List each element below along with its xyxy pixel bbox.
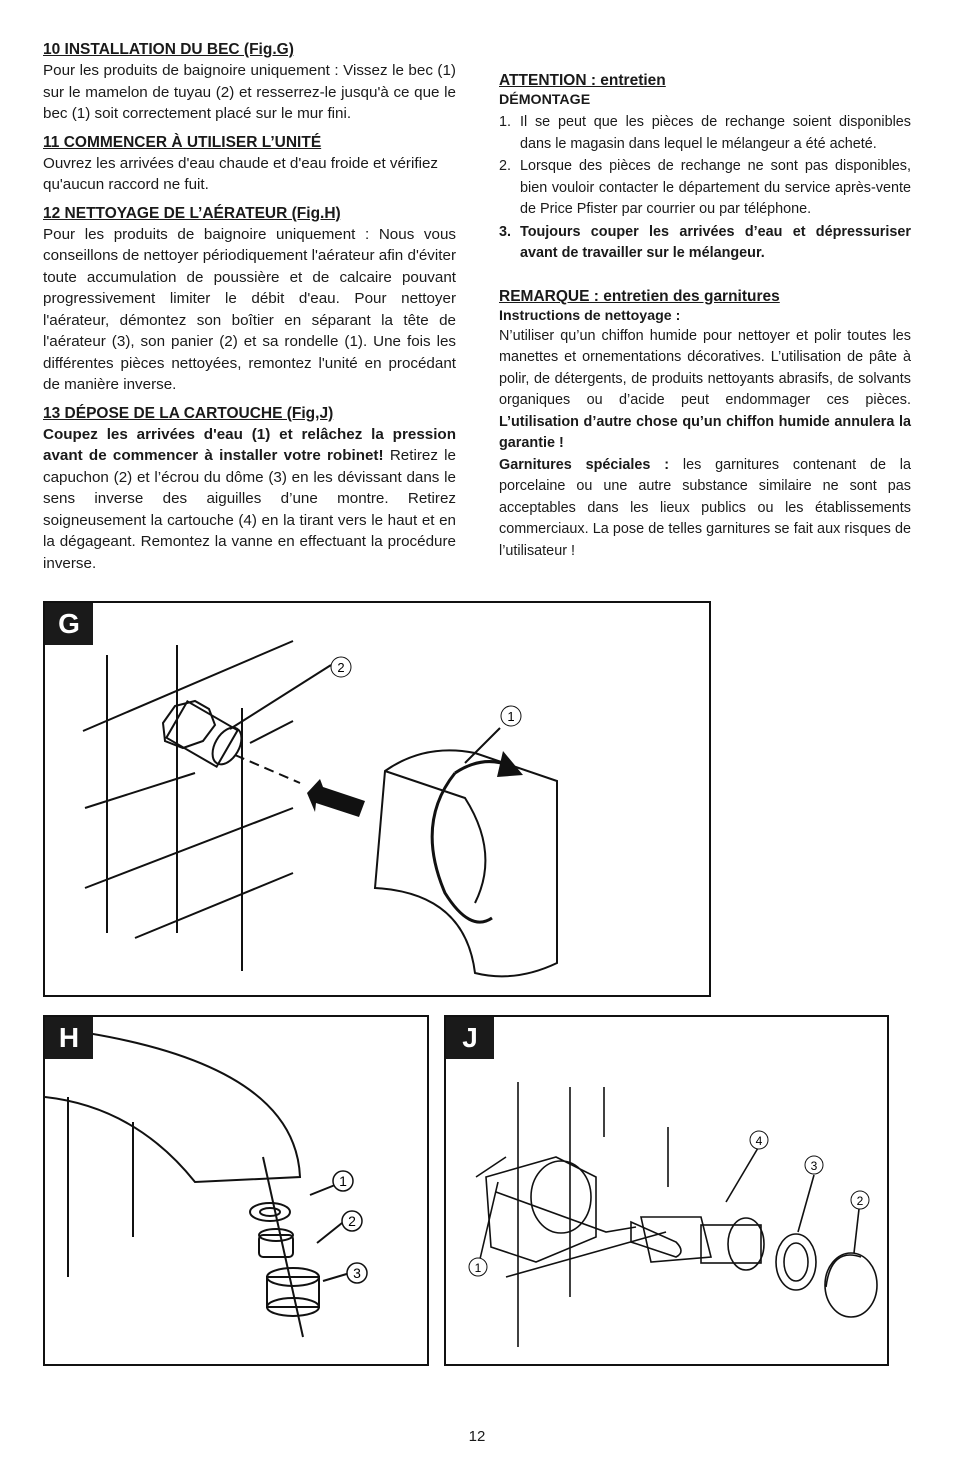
attention-section <box>499 71 911 265</box>
section-11-body: Ouvrez les arrivées d'eau chaude et d'eau froide et vérifiez qu'aucun raccord ne fuit. <box>43 154 438 193</box>
list-item: 3. Toujours couper les arrivées d’eau et dépressuriser avant de travailler sur le mélangeur. <box>499 223 911 261</box>
list-item: 2. Lorsque des pièces de rechange ne sont pas disponibles, bien vouloir contacter le département du service après-vente de Price Pfister par courrier ou par téléphone. <box>499 158 911 217</box>
section-13 <box>43 404 456 575</box>
remarque-body: N’utiliser qu’un chiffon humide pour nettoyer et polir toutes les manettes et ornementations décoratives. L’utilisation de pâte à polir, de détergents, de produits nettoyants abrasifs, de solvants organiques ou d’acide peut endommager ces pièces. L’utilisation d’autre chose qu’un chiffon humide annulera la garantie ! <box>499 327 911 451</box>
callout-2: 2 <box>337 660 345 675</box>
callout-2: 2 <box>348 1213 356 1229</box>
page-number: 12 <box>468 1428 486 1445</box>
figure-h-label: H <box>45 1017 93 1059</box>
section-12-heading: 12 NETTOYAGE DE L’AÉRATEUR (Fig.H) <box>43 204 341 222</box>
figure-h <box>43 1015 429 1366</box>
section-13-heading: 13 DÉPOSE DE LA CARTOUCHE (Fig,J) <box>43 404 334 422</box>
demontage-subheading: DÉMONTAGE <box>499 92 591 108</box>
attention-heading: ATTENTION : entretien <box>499 72 666 89</box>
figure-g <box>43 601 711 997</box>
callout-2: 2 <box>856 1194 864 1208</box>
figure-j <box>444 1015 889 1366</box>
list-item: 1. Il se peut que les pièces de rechange soient disponibles dans le magasin dans lequel le mélangeur a été acheté. <box>499 114 911 152</box>
callout-3: 3 <box>353 1265 361 1281</box>
callout-1: 1 <box>339 1173 347 1189</box>
callout-3: 3 <box>810 1159 818 1173</box>
section-12 <box>43 204 456 396</box>
special-trim-note: Garnitures spéciales : les garnitures contenant de la porcelaine ou une autre substance similaire ne sont pas acceptables dans les lieux publics ou les établissements commerciaux. La pose de telles garnitures se fait aux risques de l’utilisateur ! <box>499 456 911 559</box>
section-13-body <box>43 424 456 575</box>
section-13-text: Retirez le capuchon (2) et l’écrou du dôme (3) en les dévissant dans le sens inverse des aiguilles d’une montre. Retirez soigneusement la cartouche (4) en la tirant vers le haut et en la dégageant. Remontez la vanne en effectuant la procédure inverse. <box>43 447 457 572</box>
callout-1: 1 <box>507 709 515 724</box>
warranty-warning: L’utilisation d’autre chose qu’un chiffon humide annulera la garantie ! <box>499 413 911 451</box>
section-10 <box>43 40 456 125</box>
demontage-list <box>499 112 911 265</box>
section-12-body: Pour les produits de baignoire uniquement : Nous vous conseillons de nettoyer périodiquement l'aérateur afin d'éviter toute accumulation de poussière et de calcaire pouvant progressivement limiter le débit d'eau. Pour nettoyer l'aérateur, démontez son boîtier en séparant la tête de l'aérateur (3), son panier (2) et sa rondelle (1). Une fois les différentes pièces nettoyées, remontez l'unité en procédant de manière inverse. <box>43 225 456 393</box>
figure-h-drawing <box>45 1017 427 1364</box>
section-11-heading: 11 COMMENCER À UTILISER L’UNITÉ <box>43 133 322 151</box>
figure-j-label: J <box>446 1017 494 1059</box>
section-10-body: Pour les produits de baignoire uniquement : Vissez le bec (1) sur le mamelon de tuyau (2) et resserrez-le jusqu'à ce que le bec (1) soit correctement placé sur le mur fini. <box>43 62 456 122</box>
figure-j-drawing <box>446 1017 887 1364</box>
callout-1: 1 <box>474 1261 482 1275</box>
remarque-heading: REMARQUE : entretien des garnitures <box>499 287 780 305</box>
left-column <box>43 40 456 582</box>
remarque-section <box>499 287 911 563</box>
right-column <box>499 71 911 562</box>
figure-g-drawing <box>45 603 709 995</box>
section-11 <box>43 133 456 196</box>
cleaning-subheading: Instructions de nettoyage : <box>499 307 681 324</box>
figure-g-label: G <box>45 603 93 645</box>
section-13-warning: Coupez les arrivées d'eau (1) et relâchez la pression avant de commencer à installer votre robinet! <box>43 425 456 464</box>
section-10-heading: 10 INSTALLATION DU BEC (Fig.G) <box>43 41 294 58</box>
callout-4: 4 <box>755 1134 763 1148</box>
